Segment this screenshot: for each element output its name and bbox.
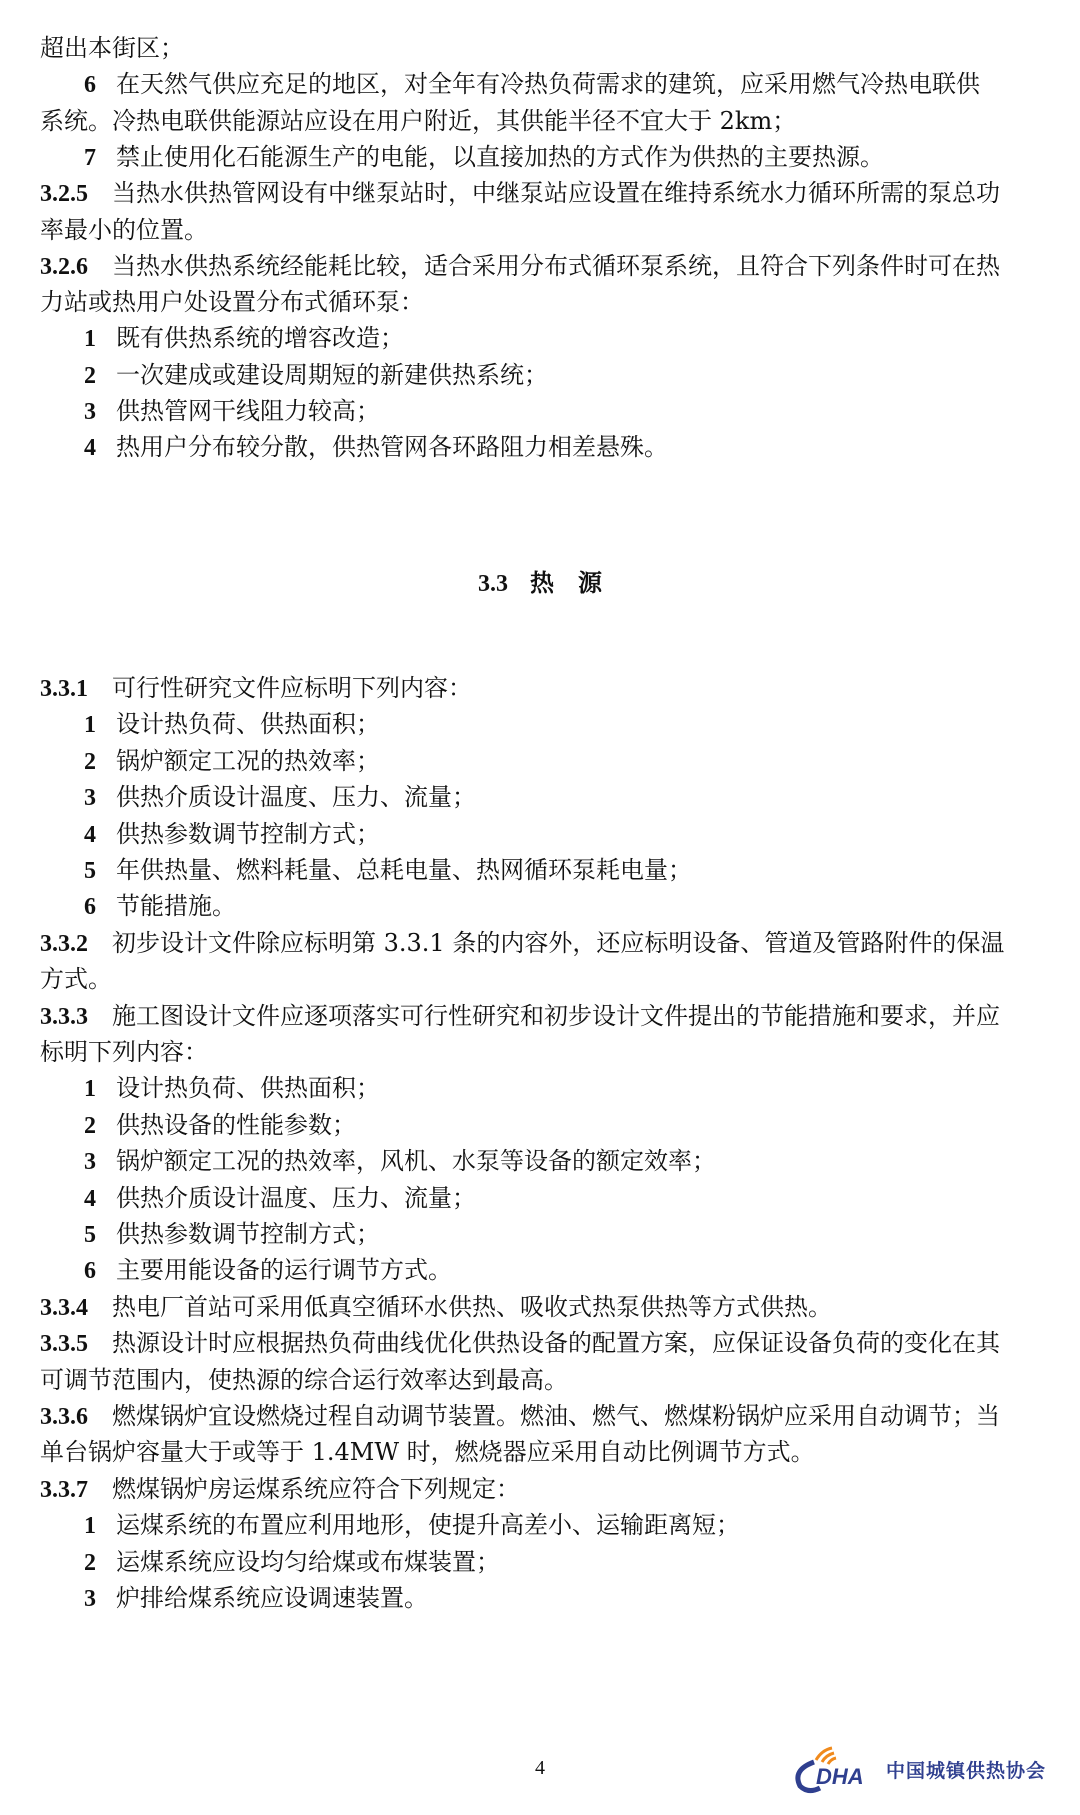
line-text: 供热介质设计温度、压力、流量； [116,783,476,812]
item-number: 1 [84,1076,96,1103]
clause-line [40,177,1044,210]
clause-number: 3.3.6 [40,1404,88,1430]
item-number: 2 [84,748,96,775]
item-number: 2 [84,1549,96,1576]
line-text: 力站或热用户处设置分布式循环泵： [40,288,424,317]
item-number: 4 [84,435,96,462]
organization-name: 中国城镇供热协会 [886,1760,1047,1782]
line-text: 供热管网干线阻力较高； [116,397,380,425]
item-number: 1 [84,1513,96,1540]
list-item [84,395,1044,428]
cdha-logo-mark-icon [786,1738,886,1798]
clause-number: 3.3.2 [40,930,88,957]
line-text: 锅炉额定工况的热效率，风机、水泵等设备的额定效率； [116,1147,716,1176]
item-number: 6 [84,72,96,99]
text-line [40,105,1044,137]
item-number: 5 [84,1222,96,1248]
line-text: 设计热负荷、供热面积； [116,1074,380,1103]
item-number: 2 [84,362,96,389]
line-text: 初步设计文件除应标明第 3.3.1 条的内容外，还应标明设备、管道及管路附件的保温 [112,928,1005,957]
text-line [40,32,1044,64]
line-text: 单台锅炉容量大于或等于 1.4MW 时，燃烧器应采用自动比例调节方式。 [40,1438,815,1467]
clause-line [40,1291,1044,1324]
text-line [40,214,1044,246]
text-line [40,1436,1044,1468]
list-item [84,141,1044,174]
clause-line [40,250,1044,283]
line-text: 运煤系统的布置应利用地形，使提升高差小、运输距离短； [116,1511,740,1540]
text-line [40,1036,1044,1068]
line-text: 系统。冷热电联供能源站应设在用户附近，其供能半径不宜大于 2km； [40,106,797,135]
line-text: 供热设备的性能参数； [116,1110,356,1139]
item-number: 3 [84,1586,96,1612]
list-item [84,890,1044,923]
item-number: 7 [84,144,96,171]
list-item [84,745,1044,778]
line-text: 热源设计时应根据热负荷曲线优化供热设备的配置方案，应保证设备负荷的变化在其 [112,1329,1000,1358]
line-text: 供热介质设计温度、压力、流量； [116,1183,476,1212]
text-line [40,963,1044,995]
line-text: 方式。 [40,965,112,994]
line-text: 一次建成或建设周期短的新建供热系统； [116,360,548,389]
line-text: 禁止使用化石能源生产的电能，以直接加热的方式作为供热的主要热源。 [116,142,884,171]
line-text: 热用户分布较分散，供热管网各环路阻力相差悬殊。 [116,433,668,462]
line-text: 热电厂首站可采用低真空循环水供热、吸收式热泵供热等方式供热。 [112,1292,832,1321]
text-line [40,286,1044,318]
line-text: 标明下列内容： [40,1038,208,1066]
line-text: 可调节范围内，使热源的综合运行效率达到最高。 [40,1365,568,1394]
svg-text:DHA: DHA [816,1764,864,1789]
line-text: 可行性研究文件应标明下列内容： [112,674,472,702]
line-text: 运煤系统应设均匀给煤或布煤装置； [116,1547,500,1576]
item-number: 4 [84,821,96,848]
item-number: 5 [84,858,96,884]
clause-line [40,1327,1044,1360]
list-item [84,1145,1044,1178]
line-text: 供热参数调节控制方式； [116,819,380,848]
clause-line [40,927,1044,960]
list-item [84,781,1044,814]
item-number: 1 [84,712,96,739]
item-number: 3 [84,785,96,812]
item-number: 6 [84,1258,96,1285]
line-text: 当热水供热管网设有中继泵站时，中继泵站应设置在维持系统水力循环所需的泵总功 [112,179,1000,208]
clause-number: 3.2.6 [40,253,88,280]
section-heading [0,567,1080,600]
list-item [84,1582,1044,1615]
line-text: 燃煤锅炉房运煤系统应符合下列规定： [112,1474,520,1503]
list-item [84,1182,1044,1215]
clause-number: 3.3.7 [40,1476,88,1503]
clause-number: 3.3.5 [40,1331,88,1358]
item-number: 2 [84,1112,96,1139]
line-text: 设计热负荷、供热面积； [116,710,380,739]
line-text: 主要用能设备的运行调节方式。 [116,1256,452,1285]
list-item [84,1218,1044,1251]
item-number: 1 [84,326,96,353]
item-number: 3 [84,399,96,425]
list-item [84,1254,1044,1287]
item-number: 4 [84,1185,96,1212]
list-item [84,1509,1044,1542]
list-item [84,818,1044,851]
clause-line [40,1473,1044,1506]
line-text: 当热水供热系统经能耗比较，适合采用分布式循环泵系统，且符合下列条件时可在热 [112,251,1000,280]
line-text: 锅炉额定工况的热效率； [116,746,380,775]
line-text: 炉排给煤系统应设调速装置。 [116,1584,428,1612]
clause-number: 3.3.3 [40,1003,88,1030]
section-number: 3.3 [478,571,508,597]
clause-number: 3.2.5 [40,181,88,208]
page-number: 4 [535,1757,545,1779]
line-text: 在天然气供应充足的地区，对全年有冷热负荷需求的建筑，应采用燃气冷热电联供 [116,70,980,99]
cdha-logo [786,1738,1076,1798]
line-text: 年供热量、燃料耗量、总耗电量、热网循环泵耗电量； [116,856,692,884]
item-number: 3 [84,1149,96,1176]
list-item [84,854,1044,887]
list-item [84,1546,1044,1579]
list-item [84,359,1044,392]
text-line [40,1364,1044,1396]
list-item [84,68,1044,101]
clause-number: 3.3.4 [40,1294,88,1321]
clause-line [40,1000,1044,1033]
line-text: 既有供热系统的增容改造； [116,324,404,353]
list-item [84,1072,1044,1105]
section-title: 热 源 [530,568,602,597]
list-item [84,322,1044,355]
line-text: 供热参数调节控制方式； [116,1220,380,1248]
line-text: 率最小的位置。 [40,215,208,244]
line-text: 燃煤锅炉宜设燃烧过程自动调节装置。燃油、燃气、燃煤粉锅炉应采用自动调节；当 [112,1402,1000,1430]
item-number: 6 [84,894,96,921]
clause-number: 3.3.1 [40,676,88,702]
line-text: 节能措施。 [116,892,236,921]
line-text: 施工图设计文件应逐项落实可行性研究和初步设计文件提出的节能措施和要求，并应 [112,1001,1000,1030]
list-item [84,708,1044,741]
clause-line [40,672,1044,705]
line-text: 超出本街区； [40,34,184,62]
list-item [84,431,1044,464]
clause-line [40,1400,1044,1433]
list-item [84,1109,1044,1142]
